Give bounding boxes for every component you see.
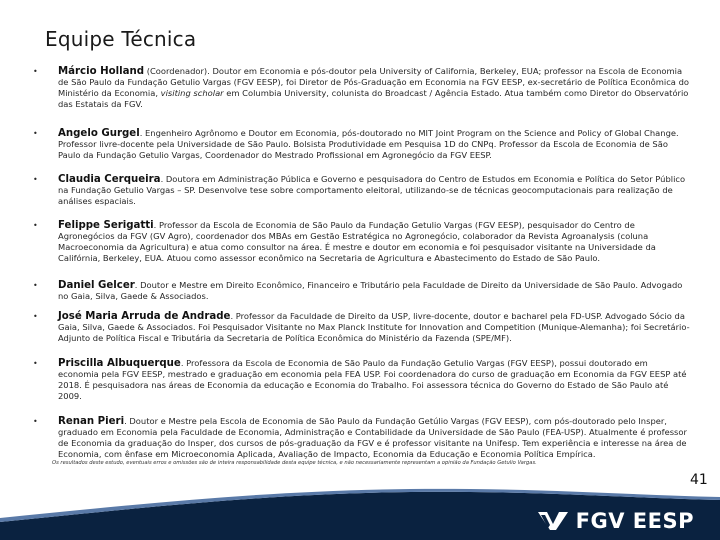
- bullet-icon: •: [33, 129, 38, 138]
- member-name: Claudia Cerqueira: [58, 174, 161, 185]
- member-name: Márcio Holland: [58, 66, 145, 77]
- bullet-icon: •: [33, 359, 38, 368]
- bullet-icon: •: [33, 221, 38, 230]
- member-description: . Doutora em Administração Pública e Governo e pesquisadora do Centro de Estudos em Economia e Política do Setor Público na Fundação Getulio Vargas – SP. Desenvolve tese sobre comportamento eleitoral, utilizando-se de técnicas geocomputacionais para realização de análises espaciais.: [58, 174, 686, 206]
- bullet-icon: •: [33, 312, 38, 321]
- member-description: . Doutor e Mestre pela Escola de Economia de São Paulo da Fundação Getúlio Vargas (FGV EESP), com pós-doutorado pelo Insper, graduado em Economia pela Faculdade de Economia, Administração e Contabilidade da Universidade de São Paulo (FEA-USP). Atualmente é professor de Economia da graduação do Insper, dos cursos de pós-graduação da FGV e é professor visitante na Unifesp. Tem experiência e interesse na área de Economia, com ênfase em Microeconomia Aplicada, Avaliação de Impacto, Economia da Educação e Economia Política Empírica.: [58, 416, 687, 459]
- member-name: José Maria Arruda de Andrade: [58, 311, 231, 322]
- member-description: (Coordenador). Doutor em Economia e pós-doutor pela University of California, Berkeley, EUA; professor na Escola de Economia de São Paulo da Fundação Getulio Vargas (FGV EESP), foi Diretor de Pós-Graduação em Economia na FGV EESP, ex-secretário de Política Econômica do Ministério da Economia,: [58, 66, 689, 98]
- page-title: Equipe Técnica: [45, 27, 197, 51]
- page-number: 41: [690, 472, 708, 488]
- team-list: [30, 66, 690, 476]
- member-name: Renan Pieri: [58, 416, 125, 427]
- list-item: [30, 280, 690, 311]
- member-description: . Doutor e Mestre em Direito Econômico, Financeiro e Tributário pela Faculdade de Direito da Universidade de São Paulo. Advogado no Gaia, Silva, Gaede & Associados.: [58, 280, 683, 301]
- member-name: Daniel Gelcer: [58, 280, 135, 291]
- member-name: Angelo Gurgel: [58, 128, 140, 139]
- footnote: Os resultados deste estudo, eventuais erros e omissões são de inteira responsabilidade desta equipe técnica, e não necessariamente representam a opinião da Fundação Getulio Vargas.: [52, 460, 537, 466]
- list-item: [30, 66, 690, 128]
- member-description: . Professor da Faculdade de Direito da USP, livre-docente, doutor e bacharel pela FD-USP. Advogado Sócio da Gaia, Silva, Gaede & Associados. Foi Pesquisador Visitante no Max Planck Institute for Innovation and Competition (Munique-Alemanha); foi Secretário-Adjunto de Política Fiscal e Tributária da Secretaria de Política Econômica do Ministério da Fazenda (SPE/MF).: [58, 311, 690, 343]
- fgv-logo-icon: [536, 510, 570, 532]
- bullet-icon: •: [33, 417, 38, 426]
- list-item: [30, 416, 690, 476]
- bullet-icon: •: [33, 67, 38, 76]
- bullet-icon: •: [33, 175, 38, 184]
- member-description: . Professor da Escola de Economia de São Paulo da Fundação Getulio Vargas (FGV EESP), pesquisador do Centro de Agronegócios da FGV (GV Agro), coordenador dos MBAs em Gestão Estratégica no Agronegócio, colaborador da Revista Agroanalysis (coluna Macroeconomia da Agricultura) e atua como consultor na área. É mestre e doutor em economia e foi pesquisador visitante na Universidade da Califórnia, Berkeley, EUA. Atuou como assessor econômico na Secretaria de Agricultura e Abastecimento do Estado de São Paulo.: [58, 220, 656, 263]
- member-name: Priscilla Albuquerque: [58, 358, 181, 369]
- list-item: [30, 220, 690, 280]
- member-name: Felippe Serigatti: [58, 220, 154, 231]
- member-description: . Engenheiro Agrônomo e Doutor em Economia, pós-doutorado no MIT Joint Program on the Science and Policy of Global Change. Professor livre-docente pela Universidade de São Paulo. Bolsista Produtividade em Pesquisa 1D do CNPq. Professor da Escola de Economia de São Paulo da Fundação Getulio Vargas, Coordenador do Mestrado Profissional em Agronegócio da FGV EESP.: [58, 128, 679, 160]
- member-description-italic: visiting scholar: [160, 88, 224, 98]
- list-item: [30, 174, 690, 220]
- member-description: . Professora da Escola de Economia de São Paulo da Fundação Getulio Vargas (FGV EESP), possui doutorado em economia pela FGV EESP, mestrado e graduação em economia pela FEA USP. Foi coordenadora do curso de graduação em Economia da FGV EESP até 2018. É pesquisadora nas áreas de Economia da educação e Economia do Trabalho. Foi assessora técnica do Governo do Estado de São Paulo até 2009.: [58, 358, 687, 401]
- list-item: [30, 358, 690, 416]
- member-description-cont: em Columbia University, colunista do Broadcast / Agência Estado. Atua também como Diretor do Observatório das Estatais da FGV.: [58, 88, 689, 109]
- logo-text: FGV EESP: [575, 509, 694, 533]
- list-item: [30, 311, 690, 358]
- bullet-icon: •: [33, 281, 38, 290]
- list-item: [30, 128, 690, 174]
- fgv-eesp-logo: [536, 509, 694, 533]
